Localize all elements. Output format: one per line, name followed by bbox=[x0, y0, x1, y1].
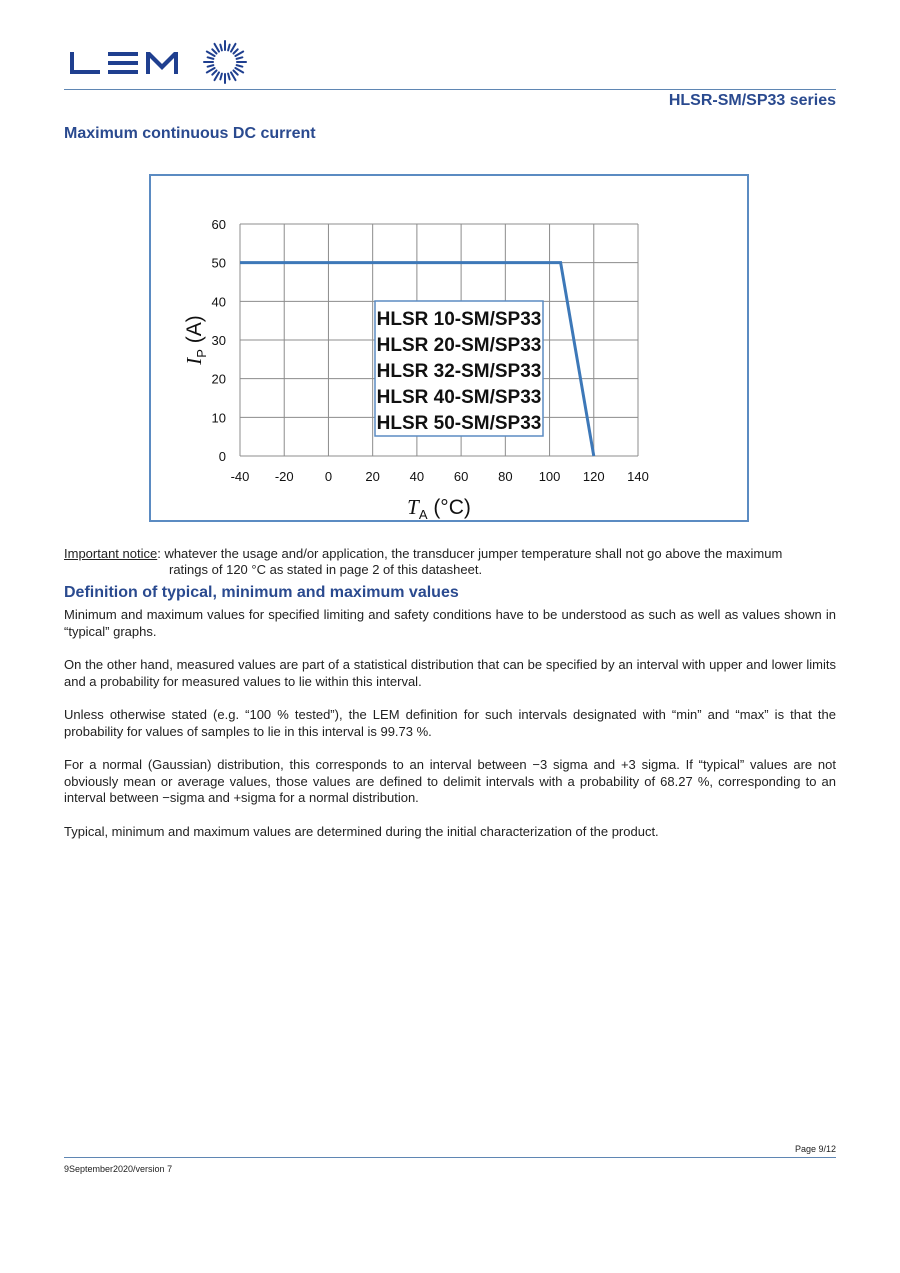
series-title: HLSR-SM/SP33 series bbox=[668, 92, 836, 109]
chart-frame bbox=[149, 174, 749, 522]
paragraph: On the other hand, measured values are part of a statistical distribution that can be specified by an interval with upper and lower limits and a probability for measured values to lie within this interval. bbox=[64, 657, 836, 689]
paragraph: Unless otherwise stated (e.g. “100 % tested”), the LEM definition for such intervals designated with “min” and “max” is that the probability for values of samples to lie in this interval is 99.73 %. bbox=[64, 707, 836, 739]
lem-logo bbox=[68, 40, 248, 91]
page-number: Page 9/12 bbox=[794, 1144, 836, 1154]
important-notice bbox=[64, 546, 836, 578]
y-tick-label: 50 bbox=[211, 255, 226, 271]
x-tick-label: 60 bbox=[453, 469, 469, 484]
legend-entry: HLSR 10-SM/SP33 bbox=[376, 309, 542, 330]
current-derating-chart bbox=[151, 176, 751, 524]
notice-line2: ratings of 120 °C as stated in page 2 of this datasheet. bbox=[169, 562, 483, 577]
notice-line1: : whatever the usage and/or application, the transducer jumper temperature shall not go above the maximum bbox=[157, 546, 783, 561]
x-tick-label: 100 bbox=[538, 469, 561, 484]
x-tick-label: -40 bbox=[230, 469, 250, 484]
paragraph: Minimum and maximum values for specified limiting and safety conditions have to be understood as such as well as values shown in “typical” graphs. bbox=[64, 607, 836, 639]
y-tick-label: 30 bbox=[211, 333, 226, 348]
paragraph: Typical, minimum and maximum values are determined during the initial characterization of the product. bbox=[64, 823, 659, 839]
definition-body bbox=[64, 607, 836, 857]
footer-date: 9September2020/version 7 bbox=[64, 1164, 173, 1174]
x-tick-label: 120 bbox=[582, 469, 605, 484]
legend-entry: HLSR 40-SM/SP33 bbox=[376, 387, 542, 408]
y-tick-label: 60 bbox=[211, 217, 226, 232]
y-tick-label: 20 bbox=[211, 371, 226, 387]
legend-entry: HLSR 50-SM/SP33 bbox=[376, 413, 542, 434]
definition-title: Definition of typical, minimum and maximum values bbox=[64, 584, 459, 601]
x-tick-label: 80 bbox=[498, 469, 513, 484]
x-tick-label: 20 bbox=[365, 469, 380, 484]
x-tick-label: -20 bbox=[274, 469, 294, 484]
x-tick-label: 140 bbox=[627, 469, 649, 484]
x-tick-label: 40 bbox=[409, 469, 425, 484]
section-title: Maximum continuous DC current bbox=[64, 125, 316, 142]
y-tick-label: 40 bbox=[211, 294, 226, 310]
y-tick-label: 0 bbox=[218, 449, 226, 464]
x-tick-label: 0 bbox=[324, 469, 333, 484]
paragraph: For a normal (Gaussian) distribution, this corresponds to an interval between −3 sigma and +3 sigma. If “typical” values are not obviously mean or average values, those values are defined to delimit intervals with a probability of 68.27 %, corresponding to an interval between −sigma and +sigma for a normal distribution. bbox=[64, 757, 836, 805]
y-axis-label: $I_P$ (A) bbox=[182, 315, 209, 365]
legend-entry: HLSR 32-SM/SP33 bbox=[376, 361, 542, 382]
legend-entry: HLSR 20-SM/SP33 bbox=[376, 335, 542, 356]
notice-label: Important notice bbox=[64, 546, 158, 561]
footer-rule bbox=[64, 1157, 836, 1158]
x-axis-label: $T_A$ (°C) bbox=[407, 495, 471, 522]
y-tick-label: 10 bbox=[211, 410, 226, 426]
header-rule bbox=[64, 89, 836, 90]
